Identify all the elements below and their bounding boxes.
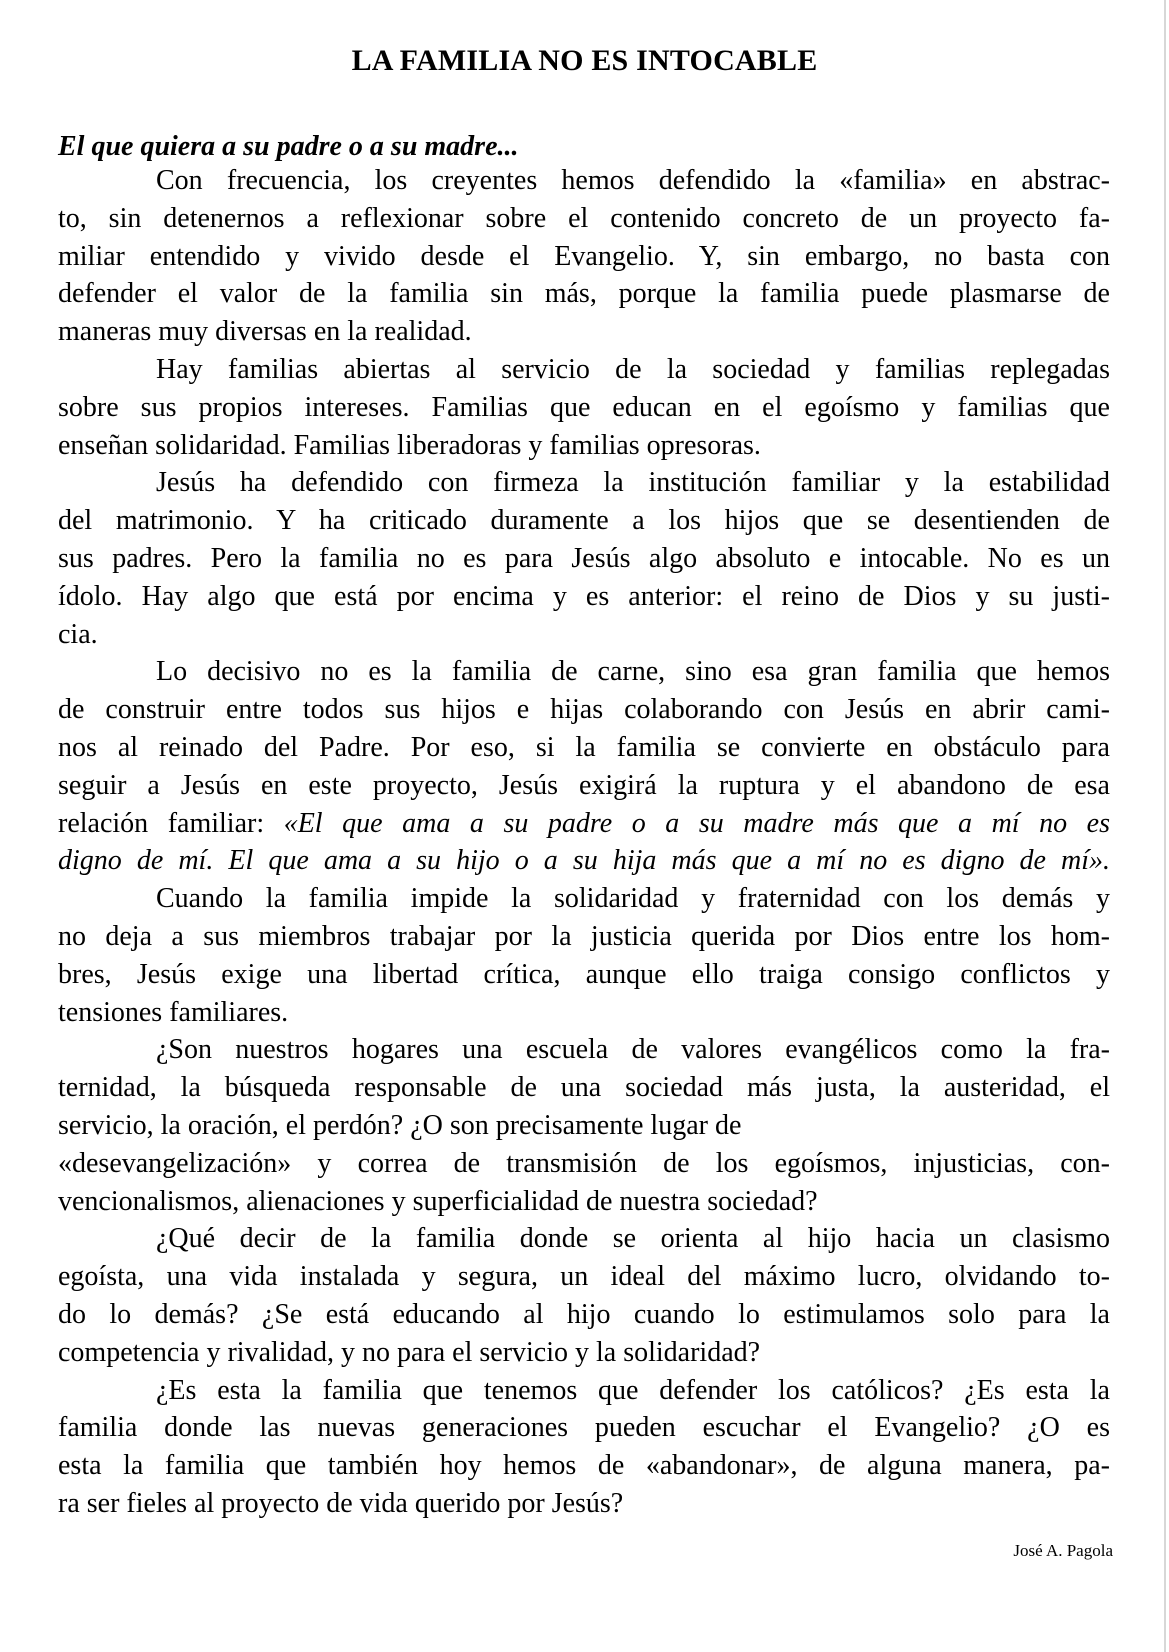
- text-line: do lo demás? ¿Se está educando al hijo cuando lo estimulamos solo para la: [58, 1298, 1110, 1330]
- text-line: cia.: [58, 618, 98, 650]
- text-line: tensiones familiares.: [58, 996, 289, 1028]
- text-line: maneras muy diversas en la realidad.: [58, 316, 472, 348]
- author-signature: José A. Pagola: [1013, 1541, 1113, 1560]
- text-line: Con frecuencia, los creyentes hemos defendido la «familia» en abstrac-: [156, 165, 1110, 196]
- text-line: no deja a sus miembros trabajar por la justicia querida por Dios entre los hom-: [58, 920, 1110, 952]
- text-line: nos al reinado del Padre. Por eso, si la familia se convierte en obstáculo para: [58, 731, 1110, 763]
- text-line: [58, 842, 1110, 880]
- text-line: relación familiar: «El que ama a su padre o a su madre más que a mí no es: [58, 807, 1110, 839]
- text-line: ra ser fieles al proyecto de vida querido por Jesús?: [58, 1487, 624, 1519]
- page-edge-rule: [1164, 0, 1166, 1652]
- text-line: servicio, la oración, el perdón? ¿O son precisamente lugar de: [58, 1109, 742, 1141]
- text-line: ¿Son nuestros hogares una escuela de valores evangélicos como la fra-: [156, 1034, 1110, 1066]
- text-line: «desevangelización» y correa de transmisión de los egoísmos, injusticias, con-: [58, 1147, 1110, 1179]
- text-line: defender el valor de la familia sin más, porque la familia puede plasmarse de: [58, 278, 1110, 310]
- body-text: [58, 162, 1110, 1523]
- text-line: familia donde las nuevas generaciones pueden escuchar el Evangelio? ¿O es: [58, 1412, 1110, 1444]
- text-line: ¿Es esta la familia que tenemos que defender los católicos? ¿Es esta la: [156, 1374, 1110, 1406]
- text-line: esta la familia que también hoy hemos de «abandonar», de alguna manera, pa-: [58, 1450, 1110, 1482]
- text-line: Jesús ha defendido con firmeza la institución familiar y la estabilidad: [156, 467, 1110, 499]
- text-line: competencia y rivalidad, y no para el servicio y la solidaridad?: [58, 1336, 761, 1368]
- gospel-quote: digno de mí. El que ama a su hijo o a su hija más que a mí no es digno de mí».: [58, 845, 1110, 877]
- text-line: seguir a Jesús en este proyecto, Jesús exigirá la ruptura y el abandono de esa: [58, 769, 1110, 801]
- text-line: sus padres. Pero la familia no es para Jesús algo absoluto e intocable. No es un: [58, 542, 1110, 574]
- text-line: ídolo. Hay algo que está por encima y es anterior: el reino de Dios y su justi-: [58, 580, 1110, 612]
- document-subtitle: El que quiera a su padre o a su madre...: [58, 131, 519, 162]
- text-line: to, sin detenernos a reflexionar sobre el contenido concreto de un proyecto fa-: [58, 202, 1110, 234]
- gospel-quote: «El que ama a su padre o a su madre más que a mí no es: [283, 807, 1110, 839]
- text-line: bres, Jesús exige una libertad crítica, aunque ello traiga consigo conflictos y: [58, 958, 1110, 990]
- text-line: Hay familias abiertas al servicio de la sociedad y familias replegadas: [156, 353, 1110, 385]
- text-line: de construir entre todos sus hijos e hijas colaborando con Jesús en abrir cami-: [58, 694, 1110, 726]
- text-line: vencionalismos, alienaciones y superficialidad de nuestra sociedad?: [58, 1185, 818, 1217]
- text-line: Lo decisivo no es la familia de carne, sino esa gran familia que hemos: [156, 656, 1110, 688]
- text-line: ternidad, la búsqueda responsable de una sociedad más justa, la austeridad, el: [58, 1072, 1110, 1104]
- text-line: enseñan solidaridad. Familias liberadoras y familias opresoras.: [58, 429, 761, 461]
- text-line: egoísta, una vida instalada y segura, un ideal del máximo lucro, olvidando to-: [58, 1261, 1110, 1293]
- text-line: ¿Qué decir de la familia donde se orienta al hijo hacia un clasismo: [156, 1223, 1110, 1255]
- text-line: del matrimonio. Y ha criticado duramente a los hijos que se desentienden de: [58, 505, 1110, 537]
- document-title: LA FAMILIA NO ES INTOCABLE: [351, 44, 818, 77]
- text-line: Cuando la familia impide la solidaridad y fraternidad con los demás y: [156, 883, 1110, 915]
- text-line: sobre sus propios intereses. Familias que educan en el egoísmo y familias que: [58, 391, 1110, 423]
- text-line: miliar entendido y vivido desde el Evangelio. Y, sin embargo, no basta con: [58, 240, 1110, 272]
